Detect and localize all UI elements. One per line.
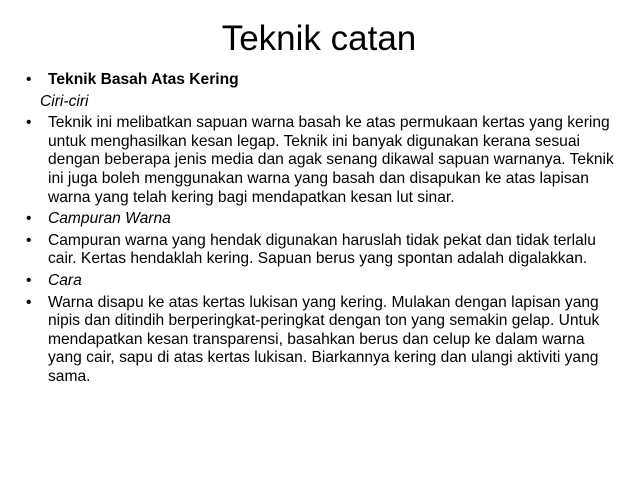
- bullet-icon: •: [26, 293, 32, 311]
- paragraph-campuran: Campuran warna yang hendak digunakan haruslah tidak pekat dan tidak terlalu cair. Kertas hendaklah kering. Sapuan berus yang spontan adalah digalakkan.: [48, 231, 596, 268]
- list-item-label: [26, 93, 618, 112]
- list-item-paragraph: [26, 232, 618, 269]
- slide-title: Teknik catan: [221, 19, 417, 58]
- list-item-label: [26, 272, 618, 291]
- label-campuran-warna: Campuran Warna: [48, 210, 171, 228]
- list-item-paragraph: [26, 114, 618, 207]
- subheading-teknik: Teknik Basah Atas Kering: [48, 71, 239, 88]
- paragraph-ciri: Teknik ini melibatkan sapuan warna basah ke atas permukaan kertas yang kering untuk menghasilkan kesan legap. Teknik ini banyak digunakan kerana sesuai dengan beberapa jenis media dan agak senang dikawal sapuan warnanya. Teknik ini juga boleh menggunakan warna yang basah dan disapukan ke atas lapisan warna yang telah kering bagi mendapatkan kesan lut sinar.: [48, 114, 614, 206]
- bullet-icon: •: [26, 210, 32, 228]
- slide-body: [26, 71, 618, 387]
- bullet-icon: •: [26, 114, 32, 132]
- paragraph-cara: Warna disapu ke atas kertas lukisan yang kering. Mulakan dengan lapisan yang nipis dan ditindih berperingkat-peringkat dengan ton yang semakin gelap. Untuk mendapatkan kesan transparensi, basahkan berus dan celup ke dalam warna yang cair, sapu di atas kertas lukisan. Biarkannya kering dan ulangi aktiviti yang sama.: [48, 293, 600, 385]
- bullet-icon: •: [26, 271, 32, 289]
- list-item-paragraph: [26, 294, 618, 387]
- list-item-heading: [26, 71, 618, 90]
- list-item-label: [26, 210, 618, 229]
- bullet-icon: •: [26, 231, 32, 249]
- bullet-icon: •: [26, 71, 32, 88]
- label-ciri-ciri: Ciri-ciri: [40, 92, 89, 110]
- label-cara: Cara: [48, 271, 82, 289]
